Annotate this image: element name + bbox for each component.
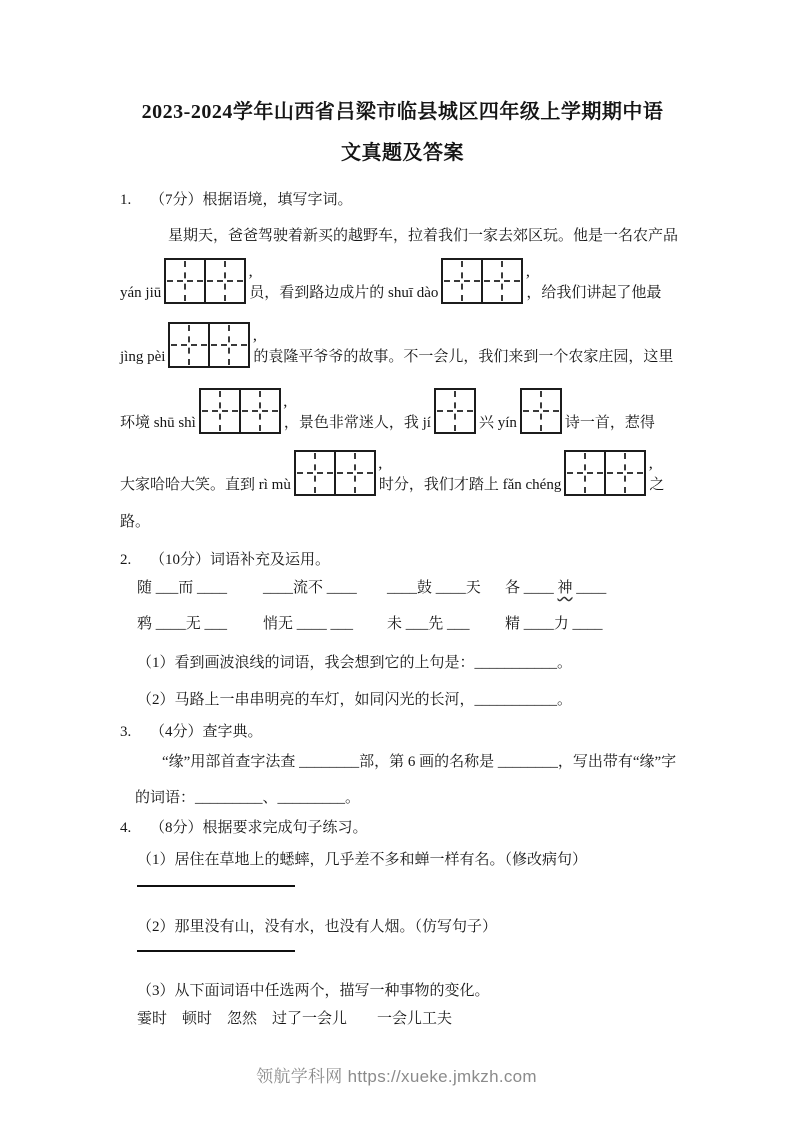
pinyin-jingpei: jìng pèi xyxy=(120,349,166,365)
answer-line-1 xyxy=(137,885,295,887)
pinyin-shushi: 环境 shū shì xyxy=(120,415,196,431)
q1-text-segment: 诗一首，惹得 xyxy=(564,415,655,431)
grid-cell xyxy=(566,452,604,494)
writing-grid-ji xyxy=(434,388,476,434)
answer-line-2 xyxy=(137,950,295,952)
q1-text-segment: ，景色非常迷人，我 jí xyxy=(283,415,431,431)
grid-comma-mark: ’ xyxy=(247,271,254,289)
grid-comma-mark: ’ xyxy=(648,463,654,481)
idiom-blank-3: ____鼓 ____天 xyxy=(387,580,481,596)
grid-cell xyxy=(522,390,560,432)
q1-text-segment: 兴 yín xyxy=(478,415,517,431)
q4-word-bank: 霎时 顿时 忽然 过了一会儿 一会儿工夫 xyxy=(137,1011,453,1027)
q2-subitem-2: （2）马路上一串串明亮的车灯，如同闪光的长河，___________。 xyxy=(137,692,573,708)
idiom-blank-1: 随 ___而 ____ xyxy=(137,580,228,596)
grid-cell xyxy=(170,324,208,366)
idiom-blank-2: ____流不 ____ xyxy=(263,580,357,596)
question-2-title: （10分）词语补充及运用。 xyxy=(150,552,331,568)
grid-cell xyxy=(204,260,244,302)
q1-closing-text: 路。 xyxy=(120,514,151,530)
grid-cell xyxy=(166,260,204,302)
q1-text-segment: 员，看到路边成片的 shuī dào xyxy=(249,285,439,301)
q3-text-line-2: 的词语：_________、_________。 xyxy=(135,790,361,806)
writing-grid-shuidao xyxy=(441,258,531,304)
question-4-header xyxy=(120,818,685,838)
grid-cell xyxy=(334,452,374,494)
writing-grid-rimu xyxy=(294,450,383,496)
idiom-row-1 xyxy=(120,578,685,598)
q4-subitem-2: （2）那里没有山，没有水，也没有人烟。（仿写句子） xyxy=(137,919,498,935)
grid-cell xyxy=(296,452,334,494)
grid-cell xyxy=(239,390,279,432)
grid-cell xyxy=(443,260,481,302)
q1-text-segment: 大家哈哈大笑。直到 rì mù xyxy=(120,477,291,493)
grid-comma-mark: ’ xyxy=(377,463,383,481)
grid-comma-mark: ’ xyxy=(282,401,288,419)
idiom-blank-4-post: ____ xyxy=(572,580,607,596)
idiom-blank-4 xyxy=(505,578,685,598)
idiom-blank-5: 鸦 ____无 ___ xyxy=(137,616,228,632)
q2-subitem-1: （1）看到画波浪线的词语，我会想到它的上句是：___________。 xyxy=(137,655,573,671)
page-title xyxy=(120,92,685,174)
pinyin-yanjiu: yán jiū xyxy=(120,285,162,301)
q1-text-segment: 之 xyxy=(649,477,665,493)
grid-cell xyxy=(201,390,239,432)
question-1-number: 1. xyxy=(120,192,132,208)
question-4-title: （8分）根据要求完成句子练习。 xyxy=(150,820,368,836)
question-3-header xyxy=(120,722,685,742)
question-2-number: 2. xyxy=(120,552,132,568)
idiom-blank-4-pre: 各 ____ xyxy=(505,580,558,596)
question-1-header xyxy=(120,190,685,210)
q4-subitem-3: （3）从下面词语中任选两个，描写一种事物的变化。 xyxy=(137,983,490,999)
grid-cell xyxy=(208,324,248,366)
q1-fill-line-3 xyxy=(120,388,685,434)
question-4-number: 4. xyxy=(120,820,132,836)
question-1-title: （7分）根据语境，填写字词。 xyxy=(150,192,353,208)
question-2-header xyxy=(120,550,685,570)
idiom-blank-6: 悄无 ____ ___ xyxy=(263,616,354,632)
q4-subitem-1: （1）居住在草地上的蟋蟀，几乎差不多和蝉一样有名。（修改病句） xyxy=(137,852,588,868)
grid-cell xyxy=(604,452,644,494)
q1-fill-line-1 xyxy=(120,258,685,304)
grid-comma-mark: ’ xyxy=(525,271,531,289)
writing-grid-jingpei xyxy=(168,322,258,368)
page-title-line-2: 文真题及答案 xyxy=(341,142,464,164)
question-3-title: （4分）查字典。 xyxy=(150,724,263,740)
q3-text-line-1: “缘”用部首查字法查 ________部，第 6 画的名称是 ________，写出带有“缘”字 xyxy=(162,754,677,770)
document-content xyxy=(120,92,685,1029)
footer-watermark: 领航学科网 https://xueke.jmkzh.com xyxy=(256,1067,537,1086)
q1-intro-text: 星期天，爸爸驾驶着新买的越野车，拉着我们一家去郊区玩。他是一名农产品 xyxy=(168,228,679,244)
writing-grid-yin xyxy=(520,388,562,434)
idiom-blank-7: 未 ___先 ___ xyxy=(387,616,470,632)
q1-fill-line-2 xyxy=(120,322,685,368)
wavy-underlined-word: 神 xyxy=(557,580,573,596)
q1-text-segment: 的袁隆平爷爷的故事。不一会儿，我们来到一个农家庄园，这里 xyxy=(253,349,674,365)
writing-grid-shushi xyxy=(199,388,288,434)
q1-fill-line-4 xyxy=(120,450,685,496)
grid-comma-mark: ’ xyxy=(252,335,258,353)
q1-text-segment: ，给我们讲起了他最 xyxy=(526,285,662,301)
grid-cell xyxy=(436,390,474,432)
idiom-blank-8: 精 ____力 ____ xyxy=(505,616,603,632)
writing-grid-fancheng xyxy=(564,450,654,496)
q1-text-segment: 时分，我们才踏上 fǎn chéng xyxy=(378,477,562,493)
question-3-number: 3. xyxy=(120,724,132,740)
grid-cell xyxy=(481,260,521,302)
idiom-row-2 xyxy=(120,614,685,634)
writing-grid-yanjiu xyxy=(164,258,254,304)
page-title-line-1: 2023-2024学年山西省吕梁市临县城区四年级上学期期中语 xyxy=(141,101,664,123)
